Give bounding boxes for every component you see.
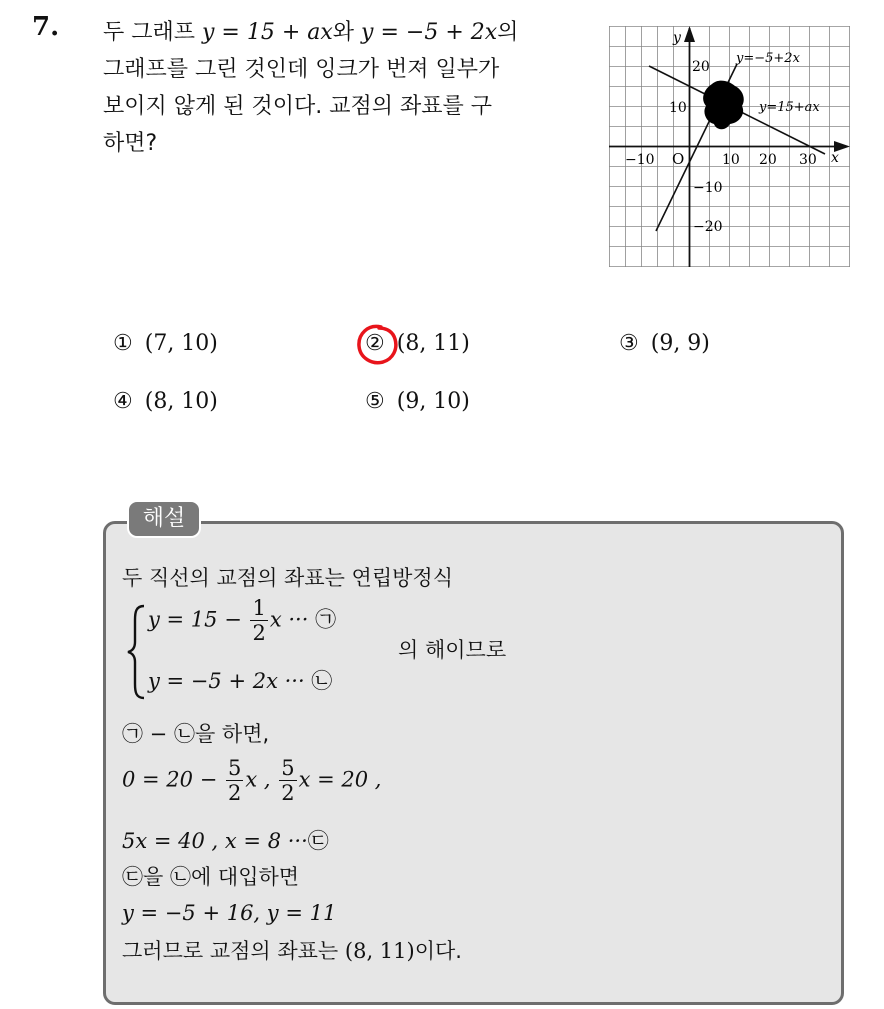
solution-step-5: y = −5 + 16, y = 11: [122, 901, 337, 925]
x-tick-label-30: 30: [799, 152, 817, 168]
fraction-five-halves-2: $\frac{5}{2}$: [281, 756, 295, 805]
question-line-1: 두 그래프 y = 15 + ax와 y = −5 + 2x의: [103, 20, 519, 45]
solution-conclusion: 그러므로 교점의 좌표는 (8, 11)이다.: [122, 939, 462, 963]
y-axis-label: y: [673, 30, 681, 46]
line-label-2: y=15+ax: [759, 100, 820, 115]
mark-giyeok: ㉠: [315, 607, 337, 632]
equation-1: y = 15 + ax: [202, 20, 333, 45]
left-brace-icon: [126, 604, 148, 700]
y-tick-label-neg20: −20: [693, 219, 723, 235]
choice-4[interactable]: ④ (8, 10): [113, 389, 218, 414]
y-tick-label-20: 20: [692, 59, 710, 75]
equation-2: y = −5 + 2x: [361, 20, 498, 45]
line-label-1: y=−5+2x: [736, 51, 800, 66]
choice-1[interactable]: ① (7, 10): [113, 331, 218, 356]
coordinate-graph: [609, 26, 850, 267]
solution-intro: 두 직선의 교점의 좌표는 연립방정식: [122, 566, 453, 590]
choice-2[interactable]: ② (8, 11): [365, 331, 470, 356]
choice-5[interactable]: ⑤ (9, 10): [365, 389, 470, 414]
choice-3[interactable]: ③ (9, 9): [619, 331, 710, 356]
system-equation-2: y = −5 + 2x ··· ㉡: [148, 669, 333, 693]
solution-step-3: 5x = 40 , x = 8 ···㉢: [122, 829, 329, 853]
question-line-3: 보이지 않게 된 것이다. 교점의 좌표를 구: [103, 94, 492, 119]
mark-nieun: ㉡: [311, 669, 333, 693]
system-equation-1: y = 15 − $\frac{1}{2}$ x ··· ㉠: [148, 596, 337, 645]
fraction-five-halves-1: $\frac{5}{2}$: [227, 756, 242, 805]
question-line-2: 그래프를 그린 것인데 잉크가 번져 일부가: [103, 57, 500, 82]
fraction-one-half: $\frac{1}{2}$: [252, 596, 266, 645]
x-tick-label-20: 20: [759, 152, 777, 168]
system-suffix: 의 해이므로: [398, 638, 507, 662]
y-tick-label-10: 10: [669, 100, 687, 116]
y-tick-label-neg10: −10: [693, 180, 723, 196]
x-tick-label-neg10: −10: [625, 152, 655, 168]
solution-step-1: ㉠ − ㉡을 하면,: [122, 722, 270, 746]
solution-tag: 해설: [127, 500, 201, 538]
origin-label: O: [672, 150, 685, 168]
y-axis-arrow-icon: [684, 26, 695, 42]
solution-step-4: ㉢을 ㉡에 대입하면: [122, 865, 300, 889]
question-text: [103, 14, 583, 162]
question-line-4: 하면?: [103, 131, 158, 156]
x-axis-label: x: [831, 150, 839, 166]
solution-step-2: 0 = 20 − $\frac{5}{2}$ x , $\frac{5}{2}$ x = 20 ,: [122, 756, 382, 805]
answer-circle-mark: [354, 322, 400, 368]
question-number: 7.: [32, 12, 60, 42]
x-tick-label-10: 10: [722, 152, 740, 168]
